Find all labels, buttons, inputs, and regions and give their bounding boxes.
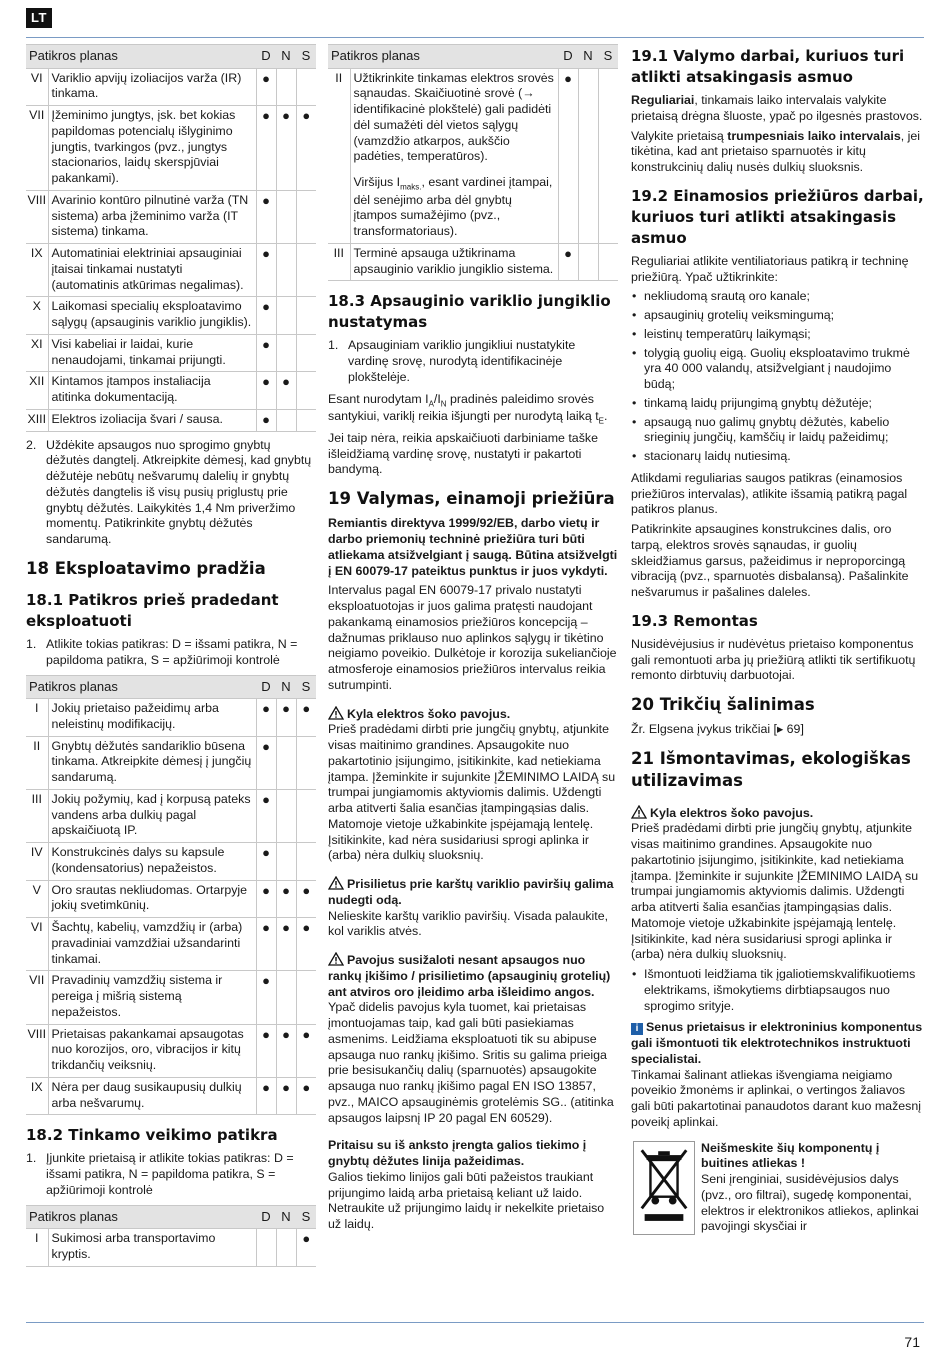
table-row — [26, 918, 316, 971]
row-text: Jokių požymių, kad į korpusą pateks vandens arba dulkių pagal apskaičiuotą IP. — [48, 789, 256, 842]
table-row — [26, 880, 316, 918]
paragraph: Nusidėvėjusius ir nudėvėtus prietaiso komponentus gali remontuoti arba jų priežiūrą atlikti tik sertifikuotų remonto dirbtuvių darbuotojai. — [631, 636, 916, 683]
mark-n: ● — [276, 880, 296, 918]
row-number: XIII — [26, 409, 48, 431]
arrow-right-icon: ▸ — [776, 722, 784, 737]
table-row — [26, 297, 316, 335]
column-right — [631, 44, 924, 1237]
row-text: Pravadinių vamzdžių sistema ir pereiga į mišrią sistemą nepažeistos. — [48, 971, 256, 1024]
step-list — [26, 637, 316, 669]
mark-s — [296, 68, 316, 106]
list-item: • stacionarų laidų nutiesimą. — [631, 449, 924, 465]
header-d: D — [256, 675, 276, 699]
row-number: VII — [26, 106, 48, 191]
row-number: VI — [26, 918, 48, 971]
top-rule — [26, 37, 924, 38]
table-row — [328, 68, 618, 243]
warning-title: Pavojus susižaloti nesant apsaugos nuo rankų įkišimo / prisilietimo (apsauginių grotelių) ant atviros oro įleidimo arba išleidimo angos. — [328, 953, 611, 999]
header-n: N — [276, 45, 296, 69]
step-text: Atlikite tokias patikras: D = išsami patikra, N = papildoma patikra, S = apžiūrimoji kontrolė — [46, 637, 298, 667]
table-header: Patikros planas — [328, 45, 558, 69]
warning-block — [631, 805, 924, 964]
header-s: S — [296, 675, 316, 699]
list-item — [328, 338, 618, 385]
mark-s: ● — [296, 918, 316, 971]
language-badge: LT — [26, 8, 52, 28]
step-list — [26, 1151, 316, 1198]
header-d: D — [558, 45, 578, 69]
mark-d: ● — [256, 409, 276, 431]
list-item: • tinkamą laidų prijungimą gnybtų dėžutėje; — [631, 396, 924, 412]
row-number: VII — [26, 971, 48, 1024]
step-text: Įjunkite prietaisą ir atlikite tokias patikras: D = išsami patikra, N = papildoma patikra, S = apžiūrimoji kontrolė — [46, 1151, 294, 1197]
table-row — [26, 736, 316, 789]
mark-d: ● — [256, 68, 276, 106]
warning-title: Prisilietus prie karštų variklio paviršių galima nudegti odą. — [328, 877, 614, 907]
bullet-list — [631, 289, 924, 465]
row-text: Avarinio kontūro pilnutinė varža (TN sistema) arba įžeminimo varža (IT sistema) tinkama. — [48, 190, 256, 243]
row-number: VI — [26, 68, 48, 106]
section-heading-19: 19 Valymas, einamoji priežiūra — [328, 489, 615, 509]
mark-n — [276, 297, 296, 335]
paragraph: Valykite prietaisą trumpesniais laiko intervalais, jei tikėtina, kad ant prietaiso sparnuotės ir kitų konstrukcinių dalių nusės dulkių sluoksnis. — [631, 128, 921, 174]
warning-text: Ypač didelis pavojus kyla tuomet, kai prietaisas įmontuojamas taip, kad gali būti pasiekiamas asmenims. Leidžiama eksploatuoti tik su abipuse apsauga nuo rankų įkišimo. Sritis su galima prieiga prie besisukančių dalių (sparnuotės) apsaugokite apsauga nuo rankų įkišimo pagal EN ISO 13857, pvz., MAICO apsauginėmis grotelėmis SG.. (atitinka apsaugos laipsnį IP 20 pagal EN 60529). — [328, 1000, 614, 1125]
step-text: Uždėkite apsaugos nuo sprogimo gnybtų dėžutės dangtelį. Atkreipkite dėmesį, kad gnybtų dėžutėje nebūtų nešvarumų dalelių ir gnybtų dėžutės dangtelis iš visų pusių priglustų prie gnybtų dėžutės. Laikykitės 1,4 Nm priveržimo momentų. Patikrinkite gnybtų dėžutės sandarumą. — [46, 437, 312, 546]
table-row — [26, 68, 316, 106]
mark-s — [296, 789, 316, 842]
info-block — [631, 1020, 924, 1130]
table-body — [26, 699, 316, 1115]
mark-n — [276, 1229, 296, 1267]
list-item: • nekliudomą srautą oro kanale; — [631, 289, 924, 305]
mark-n — [276, 190, 296, 243]
mark-s — [296, 736, 316, 789]
step-number: 1. — [26, 1151, 37, 1166]
section-heading-19-3: 19.3 Remontas — [631, 611, 758, 630]
row-number: VIII — [26, 190, 48, 243]
mark-n — [276, 244, 296, 297]
row-number: V — [26, 880, 48, 918]
list-item — [26, 438, 316, 548]
row-number: I — [26, 1229, 48, 1267]
mark-n: ● — [276, 1024, 296, 1077]
mark-d: ● — [256, 372, 276, 410]
mark-s: ● — [296, 106, 316, 191]
warning-block — [328, 876, 618, 940]
mark-d: ● — [256, 106, 276, 191]
list-item: • tolygią guolių eigą. Guolių eksploatavimo trukmė yra 40 000 valandų, atsižvelgiant į naudojimo būdą; — [631, 346, 924, 393]
row-text: Laikomasi specialių eksploatavimo sąlygų (apsauginis variklio jungiklis). — [48, 297, 256, 335]
step-number: 1. — [26, 637, 37, 652]
paragraph: Intervalus pagal EN 60079-17 privalo nustatyti eksploatuotojas ir juos galima pratęsti naudojant pakankamą einamosios priežiūros koncepciją – dažnumas priklauso nuo aplinkos sąlygų ir tikėtino neigiamo poveikio. Dulkėtoje ir korozija sukeliančioje atmosferoje einamosios priežiūros intervalus reikia sutrumpinti. — [328, 583, 617, 692]
check-table-4 — [328, 44, 618, 281]
step-list — [328, 338, 618, 385]
paragraph: Reguliariai atlikite ventiliatoriaus patikrą ir techninę priežiūrą. Ypač užtikrinkite: — [631, 253, 909, 284]
row-number: III — [26, 789, 48, 842]
step-number: 1. — [328, 338, 339, 353]
row-number: III — [328, 243, 350, 281]
row-number: IV — [26, 843, 48, 881]
bottom-rule — [26, 1322, 924, 1323]
paragraph: Patikrinkite apsaugines konstrukcines dalis, oro tarpą, elektros srovės sąnaudas, ir guolių skleidžiamus garsus, pažeidimus ir neproporcingą vibraciją (pvz., sparnuotės disbalansą). Pašalinkite nešvarumus ir pašalines daleles. — [631, 522, 909, 599]
column-middle — [328, 44, 618, 1233]
warning-block — [328, 952, 618, 1126]
check-table-1 — [26, 44, 316, 432]
row-number: IX — [26, 1077, 48, 1115]
row-text-a: Užtikrinkite tinkamas elektros srovės sąnaudas. Skaičiuotinė srovė (→ identifikacinė plokštelė) gali padidėti dėl sumažėti dėl vietos sąlygų (vamzdžio atkarpos, aukščio padėties, temperatūros). — [353, 70, 554, 164]
row-text: Kintamos įtampos instaliacija atitinka dokumentaciją. — [48, 372, 256, 410]
mark-d: ● — [256, 789, 276, 842]
section-heading-18-1: 18.1 Patikros prieš pradedant eksploatuoti — [26, 591, 279, 631]
warning-title: Kyla elektros šoko pavojus. — [650, 805, 814, 820]
info-text: Tinkamai šalinant atliekas išvengiama neigiamo poveikio žmonėms ir aplinkai, o vertingos žaliavos gali būti pakartotinai panaudotos darant kuo mažesnį poveikį aplinkai. — [631, 1067, 921, 1129]
row-number: II — [328, 68, 350, 243]
mark-d: ● — [256, 190, 276, 243]
section-heading-18: 18 Eksploatavimo pradžia — [26, 558, 266, 578]
paragraph: Atlikdami reguliarias saugos patikras (einamosios priežiūros intervalas), atlikite išsamią patikrą pagal patikros planus. — [631, 470, 908, 517]
table-row — [26, 409, 316, 431]
check-table-3 — [26, 1205, 316, 1267]
paragraph: Reguliariai, tinkamais laiko intervalais valykite prietaisą drėgna šluoste, ypač po ilgesnės prastovos. — [631, 93, 923, 123]
warning-text: Prieš pradėdami dirbti prie jungčių gnybtų, atjunkite visas maitinimo grandines. Apsaugokite nuo pakartotinio įsijungimo, įsitikinkite, kad netiekiama įtampa. Įžeminkite ir sujunkite ĮŽEMINIMO LAIDĄ su trumpai jungiamomis aktyviomis dalimis. Uždengti arba atitverti šalia esančias įtampingąsias dalis. Matomoje vietoje užkabinkite įspėjamąją lentelę. Įsitikinkite, kad nėra susidariusi sprogi aplinka ir (arba) nėra dulkių sluoksnių. — [631, 821, 919, 962]
section-heading-20: 20 Trikčių šalinimas — [631, 695, 815, 714]
mark-s — [296, 372, 316, 410]
row-text: Šachtų, kabelių, vamzdžių ir (arba) pravadiniai vamzdžiai užsandarinti tinkamai. — [48, 918, 256, 971]
row-text: Sukimosi arba transportavimo kryptis. — [48, 1229, 256, 1267]
bullet-list — [631, 967, 924, 1014]
header-s: S — [296, 1205, 316, 1229]
warning-triangle-icon — [631, 805, 647, 819]
mark-s — [598, 68, 618, 243]
mark-s: ● — [296, 1229, 316, 1267]
table-body — [26, 68, 316, 431]
step-text: Apsauginiam variklio jungikliui nustatykite vardinę srovę, nurodytą identifikacinėje plokštelėje. — [348, 338, 576, 384]
row-text: Terminė apsauga užtikrinama apsauginio variklio jungiklio sistema. — [350, 243, 558, 281]
mark-s: ● — [296, 880, 316, 918]
mark-s: ● — [296, 1024, 316, 1077]
header-n: N — [578, 45, 598, 69]
mark-n — [578, 68, 598, 243]
mark-n — [276, 843, 296, 881]
paragraph: Jei taip nėra, reikia apskaičiuoti darbiniame taške išleidžiamą vardinę srovę, nustatyti ir pakartoti bandymą. — [328, 430, 598, 477]
table-row — [26, 106, 316, 191]
mark-d: ● — [558, 243, 578, 281]
warning-block — [328, 706, 618, 865]
row-number: II — [26, 736, 48, 789]
notice-block — [328, 1138, 618, 1233]
weee-notice — [631, 1141, 924, 1237]
header-d: D — [256, 1205, 276, 1229]
mark-n: ● — [276, 699, 296, 737]
mark-d: ● — [256, 736, 276, 789]
table-row — [26, 1077, 316, 1115]
weee-title: Neišmeskite šių komponentų į buitines atliekas ! — [701, 1140, 880, 1171]
mark-n: ● — [276, 106, 296, 191]
list-item: • apsauginių grotelių veiksmingumą; — [631, 308, 924, 324]
mark-s: ● — [296, 699, 316, 737]
table-row — [26, 1024, 316, 1077]
header-n: N — [276, 1205, 296, 1229]
mark-s — [296, 190, 316, 243]
list-item: • apsaugą nuo galimų gnybtų dėžutės, kabelio srieginių jungčių, kamščių ir laidų pažeidimų; — [631, 415, 924, 447]
mark-n: ● — [276, 1077, 296, 1115]
table-header: Patikros planas — [26, 45, 256, 69]
table-row — [26, 699, 316, 737]
cross-reference: Žr. Elgsena įvykus trikčiai [▸ 69] — [631, 722, 804, 737]
mark-s — [296, 409, 316, 431]
row-text: Automatiniai elektriniai apsauginiai įtaisai tinkamai nustatyti (automatinis atkūrimas negalimas). — [48, 244, 256, 297]
section-heading-18-3: 18.3 Apsauginio variklio jungiklio nustatymas — [328, 292, 611, 332]
mark-n — [276, 789, 296, 842]
section-heading-19-1: 19.1 Valymo darbai, kuriuos turi atlikti atsakingasis asmuo — [631, 47, 905, 86]
row-text: Prietaisas pakankamai apsaugotas nuo korozijos, oro, vibracijos ir kitų trikdančių veiksnių. — [48, 1024, 256, 1077]
table-header: Patikros planas — [26, 675, 256, 699]
mark-n — [276, 334, 296, 372]
warning-text: Prieš pradėdami dirbti prie jungčių gnybtų, atjunkite visas maitinimo grandines. Apsaugokite nuo pakartotinio įsijungimo, įsitikinkite, kad netiekiama įtampa. Įžeminkite ir sujunkite ĮŽEMINIMO LAIDĄ su trumpai jungiamomis aktyviomis dalimis. Uždengti arba atitverti šalia esančias įtampingąsias dalis. Matomoje vietoje užkabinkite įspėjamąją lentelę. Įsitikinkite, kad nėra susidariusi sprogi aplinka ir (arba) nėra dulkių sluoksnių. — [328, 722, 616, 863]
mark-n — [276, 971, 296, 1024]
info-title: Senus prietaisus ir elektroninius komponentus gali išmontuoti tik elektrotechnikos instruktuoti specialistai. — [631, 1020, 923, 1066]
row-text: Įžeminimo jungtys, įsk. bet kokias papildomas potencialų išlyginimo jungtis, tvarkingos (pvz., jungtys stacionarios, laidų skerspjūviai pakankami). — [48, 106, 256, 191]
mark-n — [276, 409, 296, 431]
mark-d: ● — [256, 1077, 276, 1115]
warning-triangle-icon — [328, 706, 344, 720]
crossed-bin-icon — [633, 1141, 695, 1235]
row-text — [350, 68, 558, 243]
mark-n: ● — [276, 372, 296, 410]
table-row — [26, 789, 316, 842]
section-heading-18-2: 18.2 Tinkamo veikimo patikra — [26, 1126, 278, 1145]
mark-d: ● — [256, 297, 276, 335]
mark-d: ● — [256, 699, 276, 737]
row-text: Variklio apvijų izoliacijos varža (IR) tinkama. — [48, 68, 256, 106]
mark-s — [296, 297, 316, 335]
row-number: IX — [26, 244, 48, 297]
list-item — [26, 637, 316, 669]
row-text: Elektros izoliacija švari / sausa. — [48, 409, 256, 431]
mark-s: ● — [296, 1077, 316, 1115]
row-number: I — [26, 699, 48, 737]
weee-text: Seni įrenginiai, susidėvėjusios dalys (pvz., oro filtrai), sugedę komponentai, elektros ir elektronikos atliekos, aplinkai pavojingi skysčiai ir — [701, 1172, 919, 1234]
warning-text: Nelieskite karštų variklio paviršių. Visada palaukite, kol variklis atvės. — [328, 908, 609, 939]
table-row — [26, 372, 316, 410]
paragraph-bold: Remiantis direktyva 1999/92/EB, darbo vietų ir darbo priemonių techninė priežiūra turi būti atliekama atsižvelgiant į saugą. Būtina atsižvelgti į EN 60079-17 pateiktus punktus ir juos vykdyti. — [328, 516, 618, 578]
header-d: D — [256, 45, 276, 69]
mark-s — [598, 243, 618, 281]
paragraph-ratio: Esant nurodytam $I_A/I_N$ pradinės paleidimo srovės santykiui, variklį reikia išjungti per nurodytą laiką $t_E$. — [328, 391, 608, 426]
mark-d: ● — [256, 334, 276, 372]
row-number: X — [26, 297, 48, 335]
page-number: 71 — [904, 1334, 920, 1350]
row-number: VIII — [26, 1024, 48, 1077]
notice-text: Galios tiekimo linijos gali būti pažeistos traukiant prijungimo laidą arba prietaisą keliant už laido. Netraukite už prijungimo laidų ir nekelkite prietaiso už laidų. — [328, 1169, 605, 1232]
check-table-2 — [26, 675, 316, 1116]
table-row — [26, 190, 316, 243]
row-text: Oro srautas nekliudomas. Ortarpyje jokių svetimkūnių. — [48, 880, 256, 918]
warning-triangle-icon — [328, 952, 344, 966]
table-body — [26, 1229, 316, 1267]
list-item — [26, 1151, 316, 1198]
row-text: Konstrukcinės dalys su kapsule (kondensatorius) nepažeistos. — [48, 843, 256, 881]
mark-s — [296, 971, 316, 1024]
row-number: XII — [26, 372, 48, 410]
step-number: 2. — [26, 437, 37, 452]
row-text: Gnybtų dėžutės sandariklio būsena tinkama. Atkreipkite dėmesį į jungčių sandarumą. — [48, 736, 256, 789]
mark-n: ● — [276, 918, 296, 971]
row-text: Nėra per daug susikaupusių dulkių arba nešvarumų. — [48, 1077, 256, 1115]
table-row — [328, 243, 618, 281]
step-list — [26, 438, 316, 548]
table-row — [26, 334, 316, 372]
mark-d: ● — [256, 244, 276, 297]
warning-triangle-icon — [328, 876, 344, 890]
table-row — [26, 843, 316, 881]
mark-d — [256, 1229, 276, 1267]
mark-s — [296, 843, 316, 881]
header-s: S — [296, 45, 316, 69]
row-text: Jokių prietaiso pažeidimų arba neleistinų modifikacijų. — [48, 699, 256, 737]
mark-s — [296, 334, 316, 372]
mark-d: ● — [256, 843, 276, 881]
mark-d: ● — [256, 880, 276, 918]
mark-n — [578, 243, 598, 281]
table-header: Patikros planas — [26, 1205, 256, 1229]
mark-d: ● — [256, 971, 276, 1024]
header-s: S — [598, 45, 618, 69]
row-text-b: Viršijus $I_{maks.}$, esant vardinei įtampai, dėl senėjimo arba dėl gnybtų įtampos sumažėjimo (pvz., transformatoriaus). — [353, 175, 553, 239]
list-item: • Išmontuoti leidžiama tik įgaliotiemskvalifikuotiems elektrikams, išmokytiems dirbtiapsaugos nuo sprogimo srityje. — [631, 967, 924, 1014]
section-heading-21: 21 Išmontavimas, ekologiškas utilizavimas — [631, 749, 911, 791]
table-row — [26, 1229, 316, 1267]
row-number: XI — [26, 334, 48, 372]
column-left — [26, 44, 316, 1273]
list-item: • leistinų temperatūrų laikymąsi; — [631, 327, 924, 343]
mark-n — [276, 68, 296, 106]
table-row — [26, 971, 316, 1024]
section-heading-19-2: 19.2 Einamosios priežiūros darbai, kuriuos turi atlikti atsakingasis asmuo — [631, 186, 924, 247]
mark-s — [296, 244, 316, 297]
mark-n — [276, 736, 296, 789]
notice-title: Pritaisu su iš anksto įrengta galios tiekimo į gnybtų dėžutes linija pažeidimas. — [328, 1138, 587, 1169]
header-n: N — [276, 675, 296, 699]
row-text: Visi kabeliai ir laidai, kurie nenaudojami, tinkamai prijungti. — [48, 334, 256, 372]
table-row — [26, 244, 316, 297]
info-icon: i — [631, 1023, 643, 1035]
mark-d: ● — [256, 918, 276, 971]
warning-title: Kyla elektros šoko pavojus. — [347, 706, 511, 721]
mark-d: ● — [256, 1024, 276, 1077]
mark-d: ● — [558, 68, 578, 243]
